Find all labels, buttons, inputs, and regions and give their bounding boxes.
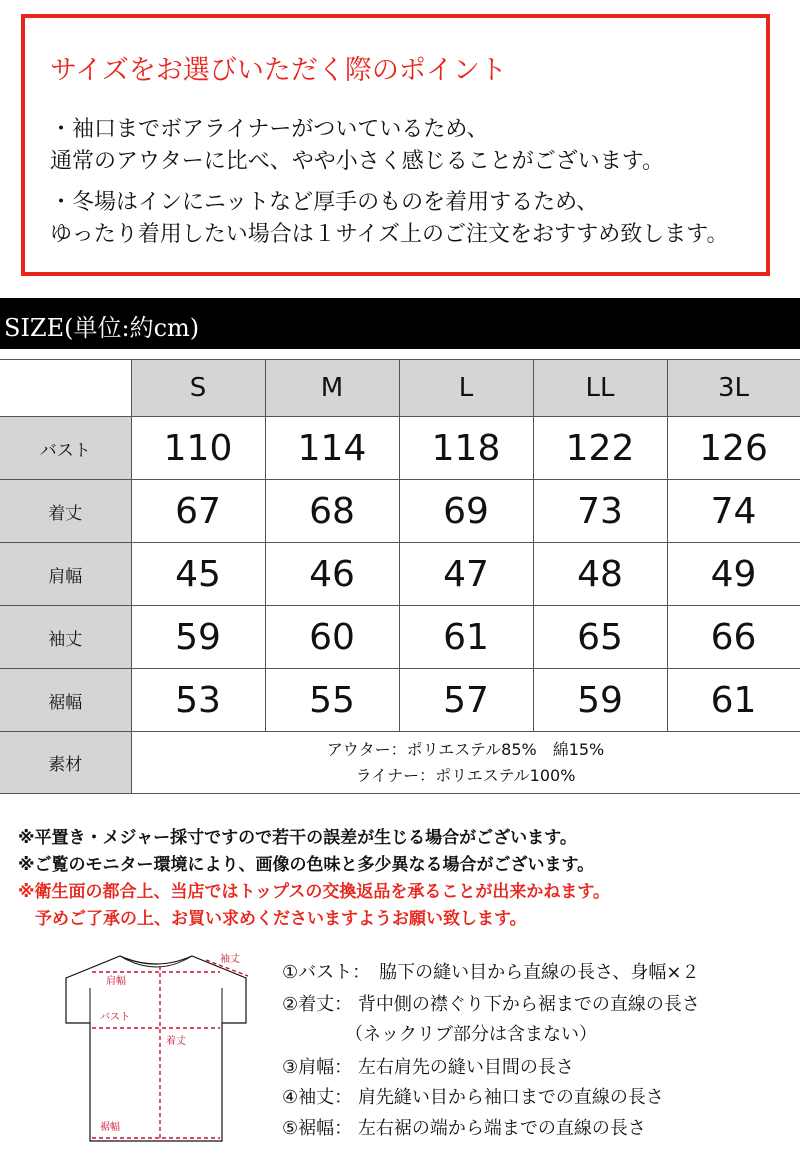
size-table xyxy=(0,359,800,794)
size-notice-box xyxy=(21,14,770,276)
column-header: M xyxy=(265,360,399,417)
row-header: 着丈 xyxy=(0,480,131,543)
table-row xyxy=(0,480,800,543)
note-line-warning: ※衛生面の都合上、当店ではトップスの交換返品を承ることが出来かねます。 xyxy=(18,882,610,902)
table-cell: 69 xyxy=(399,480,533,543)
diagram-label-length: 着丈 xyxy=(166,1036,186,1047)
row-header: バスト xyxy=(0,417,131,480)
table-cell: 73 xyxy=(533,480,667,543)
legend-line: （ネックリブ部分は含まない） xyxy=(282,1024,597,1045)
row-header: 肩幅 xyxy=(0,543,131,606)
material-line: アウター：ポリエステル85% 綿15% xyxy=(326,739,605,759)
table-cell: 59 xyxy=(131,606,265,669)
table-cell: 126 xyxy=(667,417,800,480)
legend-line: ①バスト： 脇下の縫い目から直線の長さ、身幅×２ xyxy=(282,962,700,983)
table-cell: 118 xyxy=(399,417,533,480)
tshirt-measurement-diagram xyxy=(56,948,256,1148)
table-cell: 67 xyxy=(131,480,265,543)
legend-line: ④袖丈： 肩先縫い目から袖口までの直線の長さ xyxy=(282,1087,664,1108)
notice-title: サイズをお選びいただく際のポイント xyxy=(50,55,507,86)
legend-line: ⑤裾幅： 左右裾の端から端までの直線の長さ xyxy=(282,1118,646,1139)
size-header-title: SIZE(単位:約cm) xyxy=(4,314,200,342)
table-cell: 110 xyxy=(131,417,265,480)
table-cell: 49 xyxy=(667,543,800,606)
table-cell: 61 xyxy=(667,669,800,732)
table-cell: 60 xyxy=(265,606,399,669)
tshirt-outline-icon xyxy=(66,956,246,1141)
table-cell: 59 xyxy=(533,669,667,732)
table-cell: 55 xyxy=(265,669,399,732)
table-cell: 74 xyxy=(667,480,800,543)
row-header: 素材 xyxy=(0,732,131,794)
row-header: 裾幅 xyxy=(0,669,131,732)
row-header: 袖丈 xyxy=(0,606,131,669)
table-cell: 47 xyxy=(399,543,533,606)
diagram-label-sleeve: 袖丈 xyxy=(220,954,240,965)
table-corner-cell xyxy=(0,360,131,417)
diagram-label-shoulder: 肩幅 xyxy=(106,976,126,987)
table-cell: 61 xyxy=(399,606,533,669)
notice-line: ・冬場はインにニットなど厚手のものを着用するため、 xyxy=(50,190,599,215)
legend-line: ③肩幅： 左右肩先の縫い目間の長さ xyxy=(282,1057,574,1078)
table-cell: 68 xyxy=(265,480,399,543)
table-row xyxy=(0,606,800,669)
size-header-bar xyxy=(0,298,800,349)
notice-line: 通常のアウターに比べ、やや小さく感じることがございます。 xyxy=(50,149,665,174)
diagram-label-bust: バスト xyxy=(100,1012,130,1023)
material-line: ライナー：ポリエステル100% xyxy=(355,765,576,785)
table-cell: 66 xyxy=(667,606,800,669)
table-cell: 53 xyxy=(131,669,265,732)
table-header-row xyxy=(0,360,800,417)
column-header: LL xyxy=(533,360,667,417)
table-row xyxy=(0,543,800,606)
legend-line: ②着丈： 背中側の襟ぐり下から裾までの直線の長さ xyxy=(282,994,700,1015)
note-line: ※ご覧のモニター環境により、画像の色味と多少異なる場合がございます。 xyxy=(18,855,595,875)
note-line: ※平置き・メジャー採寸ですので若干の誤差が生じる場合がございます。 xyxy=(18,828,577,848)
table-cell: 114 xyxy=(265,417,399,480)
column-header: L xyxy=(399,360,533,417)
column-header: S xyxy=(131,360,265,417)
column-header: 3L xyxy=(667,360,800,417)
table-cell: 65 xyxy=(533,606,667,669)
diagram-label-hem: 裾幅 xyxy=(100,1122,120,1133)
material-cell xyxy=(131,732,800,794)
notice-line: ゆったり着用したい場合は１サイズ上のご注文をおすすめ致します。 xyxy=(50,222,729,247)
notice-line: ・袖口までボアライナーがついているため、 xyxy=(50,117,489,142)
note-line-warning: 予めご了承の上、お買い求めくださいますようお願い致します。 xyxy=(18,909,527,929)
table-cell: 48 xyxy=(533,543,667,606)
table-cell: 46 xyxy=(265,543,399,606)
table-cell: 57 xyxy=(399,669,533,732)
table-cell: 45 xyxy=(131,543,265,606)
material-row xyxy=(0,732,800,794)
table-cell: 122 xyxy=(533,417,667,480)
table-row xyxy=(0,417,800,480)
table-row xyxy=(0,669,800,732)
